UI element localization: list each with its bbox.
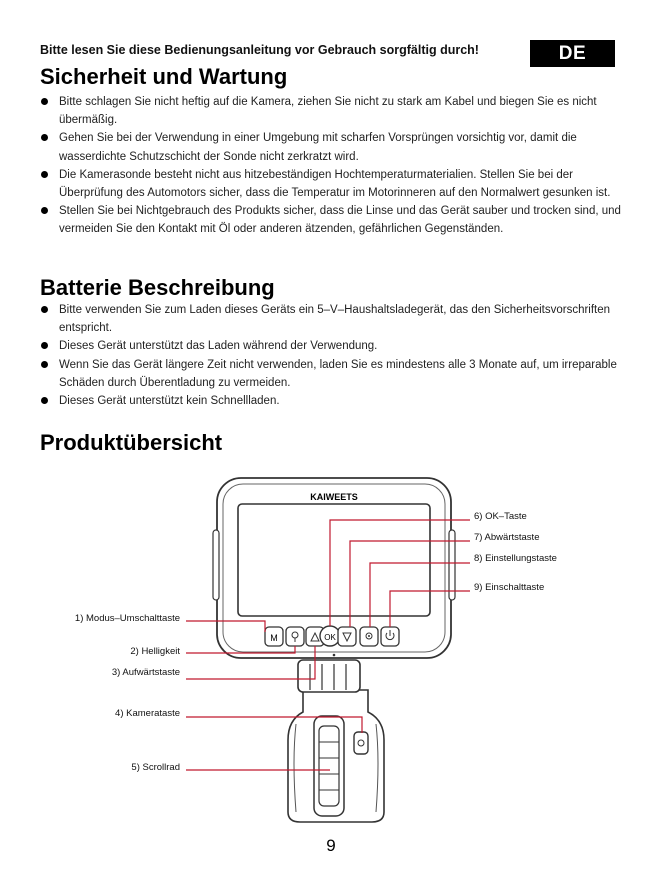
overview-title: Produktübersicht bbox=[40, 430, 223, 455]
mode-button bbox=[265, 627, 283, 646]
safety-title: Sicherheit und Wartung bbox=[40, 64, 288, 89]
label-settings: 8) Einstellungstaste bbox=[474, 553, 557, 564]
camera-button bbox=[354, 732, 368, 754]
page-number: 9 bbox=[326, 836, 336, 855]
power-button bbox=[381, 627, 399, 646]
safety-item: Bitte schlagen Sie nicht heftig auf die Kamera, ziehen Sie nicht zu stark am Kabel und biegen Sie es nicht übermäßig. bbox=[40, 93, 630, 129]
svg-text:M: M bbox=[270, 633, 278, 643]
grip-ring bbox=[298, 660, 360, 692]
brightness-button bbox=[286, 627, 304, 646]
product-diagram bbox=[0, 465, 662, 830]
svg-text:OK: OK bbox=[324, 633, 336, 642]
device-screen bbox=[238, 504, 430, 616]
label-camera: 4) Kamerataste bbox=[115, 708, 180, 719]
battery-item: Dieses Gerät unterstützt das Laden während der Verwendung. bbox=[40, 337, 630, 355]
down-button bbox=[338, 627, 356, 646]
scroll-wheel bbox=[319, 726, 339, 806]
label-power: 9) Einschalttaste bbox=[474, 582, 545, 593]
battery-list bbox=[40, 301, 630, 410]
brand-logo: KAIWEETS bbox=[310, 492, 358, 502]
battery-item: Wenn Sie das Gerät längere Zeit nicht verwenden, laden Sie es mindestens alle 3 Monate auf, um irreparable Schäden durch Überentladung zu vermeiden. bbox=[40, 356, 630, 392]
label-down: 7) Abwärtstaste bbox=[474, 532, 540, 543]
safety-item: Die Kamerasonde besteht nicht aus hitzebeständigen Hochtemperaturmaterialien. Stellen Sie bei der Überprüfung des Automotors sicher, dass die Temperatur im Motorinneren auf den Normalwert gesunken ist. bbox=[40, 166, 630, 202]
battery-title: Batterie Beschreibung bbox=[40, 275, 275, 300]
language-badge: DE bbox=[530, 40, 615, 67]
label-up: 3) Aufwärtstaste bbox=[111, 667, 180, 678]
battery-item: Dieses Gerät unterstützt kein Schnellladen. bbox=[40, 392, 630, 410]
battery-item: Bitte verwenden Sie zum Laden dieses Geräts ein 5–V–Haushaltsladegerät, das den Sicherheitsvorschriften entspricht. bbox=[40, 301, 630, 337]
label-scroll: 5) Scrollrad bbox=[131, 762, 180, 773]
safety-list bbox=[40, 93, 630, 239]
safety-item: Gehen Sie bei der Verwendung in einer Umgebung mit scharfen Vorsprüngen vorsichtig vor, damit die wasserdichte Schutzschicht der Sonde nicht zerkratzt wird. bbox=[40, 129, 630, 165]
intro-note: Bitte lesen Sie diese Bedienungsanleitung vor Gebrauch sorgfältig durch! bbox=[40, 43, 479, 57]
label-brightness: 2) Helligkeit bbox=[130, 646, 180, 657]
ok-button bbox=[320, 626, 340, 646]
safety-item: Stellen Sie bei Nichtgebrauch des Produkts sicher, dass die Linse und das Gerät sauber und trocken sind, und vermeiden Sie den Kontakt mit Öl oder anderen ätzenden, gefährlichen Gegenständen. bbox=[40, 202, 630, 238]
settings-button bbox=[360, 627, 378, 646]
label-mode: 1) Modus–Umschalttaste bbox=[74, 613, 180, 624]
label-ok: 6) OK–Taste bbox=[474, 511, 527, 522]
